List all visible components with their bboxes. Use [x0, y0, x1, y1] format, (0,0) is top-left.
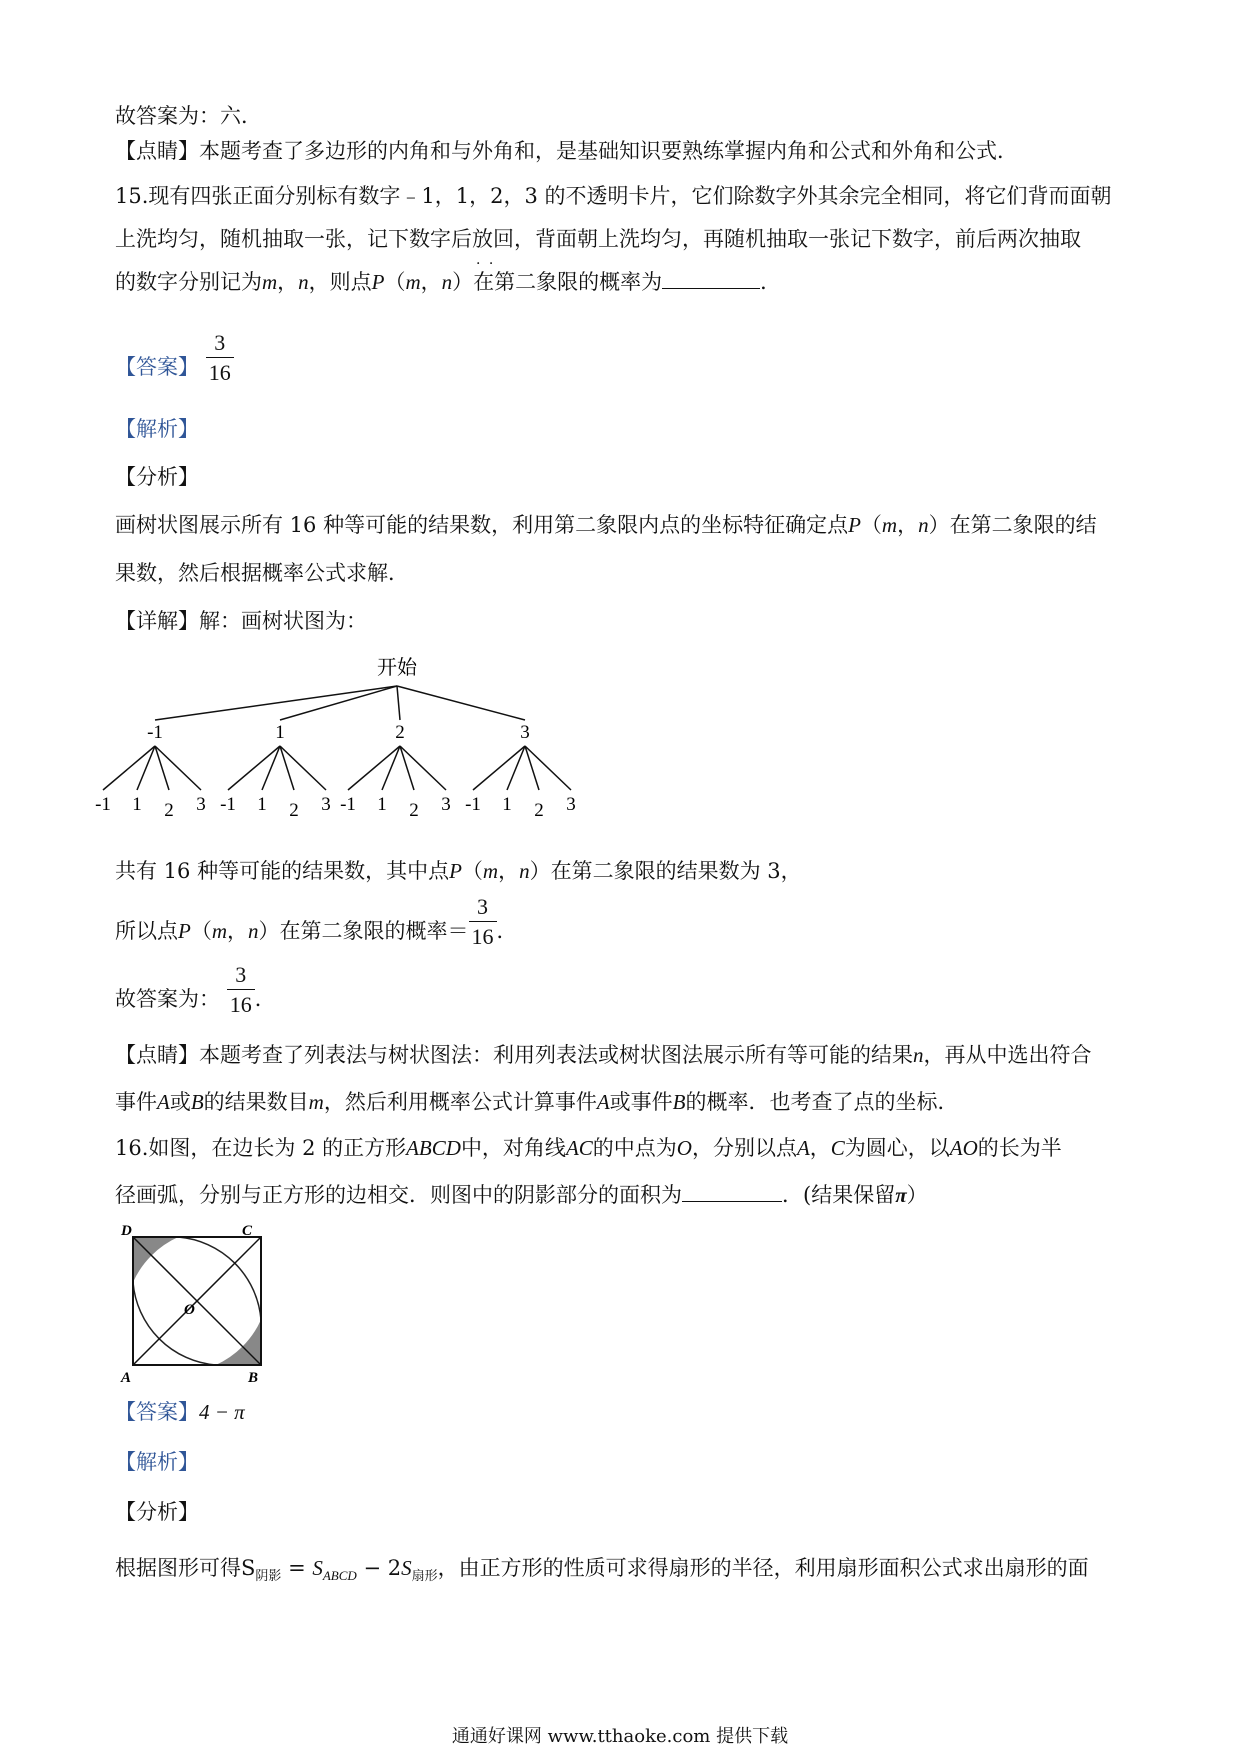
tree-branch-level1 — [397, 686, 400, 720]
q15-line1: 15.现有四张正面分别标有数字﹣1，1，2，3 的不透明卡片，它们除数字外其余完全相同，将它们背而面朝 — [115, 184, 1112, 208]
tree-node-level2: 3 — [321, 794, 331, 815]
q15-result-2: 所以点P（m，n）在第二象限的概率＝ $\frac{3}{16}$ ． — [115, 893, 518, 949]
q15-dianjing-l2: 事件A或B的结果数目m，然后利用概率公式计算事件A或事件B的概率．也考查了点的坐标． — [115, 1090, 959, 1114]
tree-node-level2: -1 — [95, 794, 111, 815]
tree-node-level2: -1 — [220, 794, 236, 815]
label-d: D — [121, 1223, 132, 1239]
q15-answer: 【答案】 $\frac{3}{16}$ — [115, 352, 234, 384]
tree-branch-level2 — [228, 746, 280, 790]
tree-node-level2: 1 — [257, 794, 267, 815]
tree-branch-level2 — [137, 746, 155, 790]
tree-branch-level2 — [473, 746, 525, 790]
tree-node-level2: 2 — [409, 800, 419, 821]
q15-xiangjie: 【详解】解：画树状图为： — [115, 609, 367, 633]
q16-line1: 16.如图，在边长为 2 的正方形ABCD中，对角线AC的中点为O，分别以点A，C为圆心，以AO的长为半 — [115, 1136, 1062, 1160]
q15-result-1: 共有 16 种等可能的结果数，其中点P（m，n）在第二象限的结果数为 3， — [115, 859, 802, 883]
q15-fenxi-l2: 果数，然后根据概率公式求解． — [115, 561, 409, 585]
answer-blank — [662, 268, 760, 289]
tree-node-level2: 2 — [289, 800, 299, 821]
q15-result-3: 故答案为： $\frac{3}{16}$ ． — [115, 961, 276, 1017]
square-figure — [118, 1225, 278, 1385]
emphasis-fanghui: 放回 · · — [472, 227, 514, 251]
tree-branch-level2 — [348, 746, 400, 790]
tree-branch-level2 — [382, 746, 400, 790]
tree-node-level2: 3 — [441, 794, 451, 815]
q15-dianjing-l1: 【点睛】本题考查了列表法与树状图法：利用列表法或树状图法展示所有等可能的结果n，再从中选出符合 — [115, 1043, 1092, 1067]
q16-line2: 径画弧，分别与正方形的边相交．则图中的阴影部分的面积为 ．(结果保留π） — [115, 1183, 928, 1207]
label-a: A — [121, 1370, 132, 1386]
tree-node-level2: -1 — [340, 794, 356, 815]
tree-node-level2: 3 — [196, 794, 206, 815]
page-footer: 通通好课网 www.tthaoke.com 提供下载 — [451, 1726, 789, 1747]
fraction-3-16: $\frac{3}{16}$ — [469, 896, 497, 948]
tree-branch-level1 — [155, 686, 397, 720]
q15-jiexi: 【解析】 — [115, 417, 199, 441]
q16-fenxi-line: 根据图形可得$S_{阴影} = S_{ABCD} - 2S_{扇形}$，由正方形的性质可求得扇形的半径，利用扇形面积公式求出扇形的面 — [115, 1556, 1089, 1585]
q15-fenxi: 【分析】 — [115, 465, 199, 489]
tree-branch-level1 — [397, 686, 525, 720]
tree-root-label: 开始 — [377, 657, 417, 679]
q15-fenxi-l1: 画树状图展示所有 16 种等可能的结果数，利用第二象限内点的坐标特征确定点P（m，n）在第二象限的结 — [115, 513, 1097, 537]
answer-blank — [682, 1181, 782, 1202]
answer-line-prev: 故答案为：六． — [115, 104, 262, 128]
q16-answer: 【答案】4 − π — [115, 1400, 245, 1424]
tree-branch-level2 — [103, 746, 155, 790]
tree-node-level1: -1 — [147, 722, 163, 743]
q16-fenxi: 【分析】 — [115, 1500, 199, 1524]
tree-node-level1: 1 — [275, 722, 285, 743]
label-c: C — [242, 1223, 253, 1239]
label-b: B — [248, 1370, 259, 1386]
tree-node-level2: -1 — [465, 794, 481, 815]
tree-node-level1: 2 — [395, 722, 405, 743]
tree-branch-level2 — [507, 746, 525, 790]
tree-branch-level1 — [280, 686, 397, 720]
tree-diagram — [95, 650, 665, 845]
tree-node-level2: 2 — [534, 800, 544, 821]
tree-node-level2: 1 — [502, 794, 512, 815]
tree-branch-level2 — [262, 746, 280, 790]
q15-line2: 上洗均匀，随机抽取一张，记下数字后放回 · ·，背面朝上洗均匀，再随机抽取一张记下数字，前后两次抽取 — [115, 224, 1081, 254]
fraction-3-16: $\frac{3}{16}$ — [227, 964, 255, 1016]
q16-jiexi: 【解析】 — [115, 1450, 199, 1474]
tree-node-level2: 3 — [566, 794, 576, 815]
fraction-3-16: $\frac{3}{16}$ — [206, 332, 234, 384]
tree-node-level2: 2 — [164, 800, 174, 821]
tree-node-level2: 1 — [377, 794, 387, 815]
q15-line3: 的数字分别记为m，n，则点P（m，n）在第二象限的概率为 ． — [115, 270, 782, 294]
tree-node-level1: 3 — [520, 722, 530, 743]
tree-node-level2: 1 — [132, 794, 142, 815]
label-o: O — [184, 1302, 195, 1318]
dianjing-prev: 【点睛】本题考查了多边形的内角和与外角和，是基础知识要熟练掌握内角和公式和外角和公式． — [115, 139, 1018, 163]
